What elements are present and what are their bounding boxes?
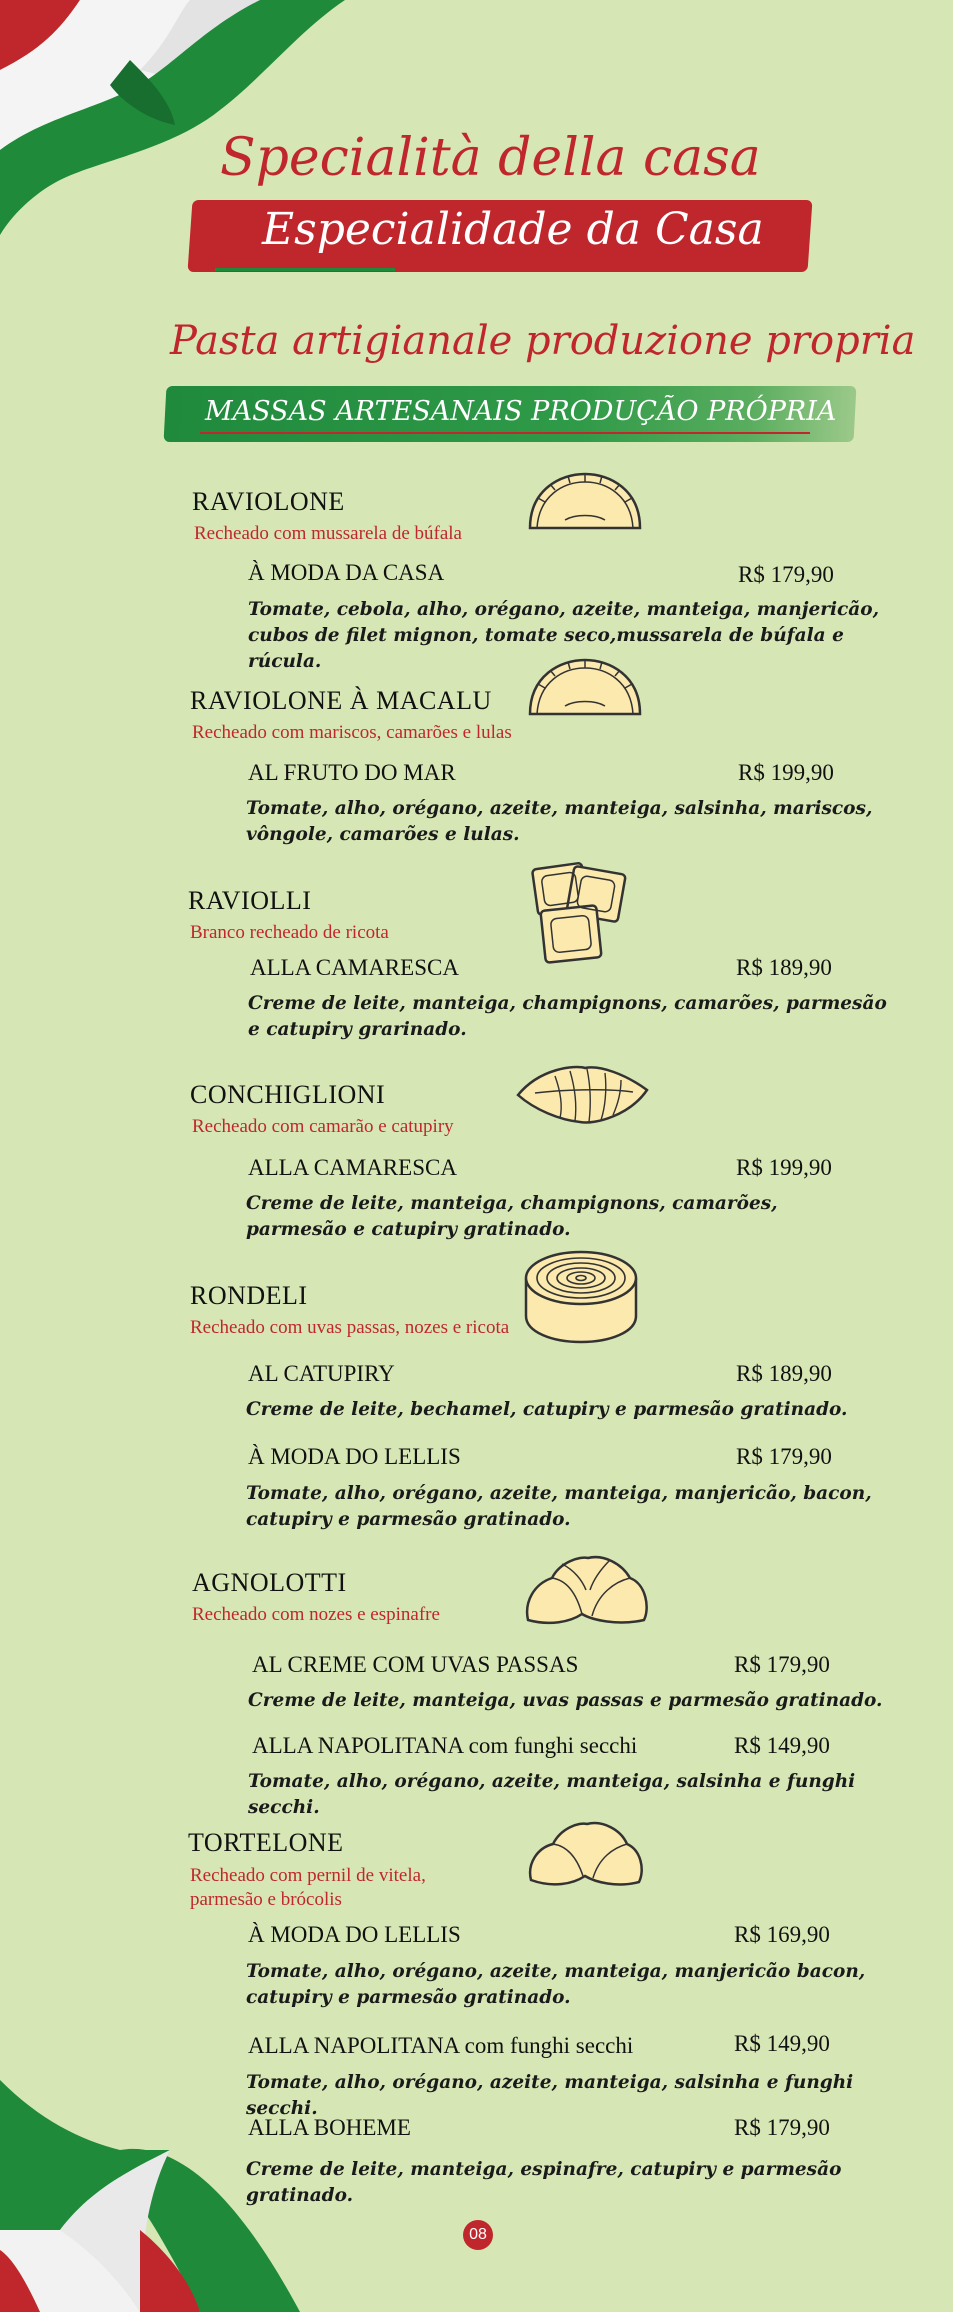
- menu-item-desc: catupiry e parmesão gratinado.: [246, 1987, 571, 2008]
- page-number: 08: [463, 2220, 493, 2250]
- menu-item-desc: gratinado.: [246, 2185, 354, 2206]
- section-title: RAVIOLONE: [192, 487, 345, 516]
- page-subtitle: MASSAS ARTESANAIS PRODUÇÃO PRÓPRIA: [205, 396, 837, 427]
- menu-item-desc: vôngole, camarões e lulas.: [246, 824, 520, 845]
- menu-item-price: R$ 149,90: [734, 1733, 830, 1758]
- tortelone-icon: [525, 1818, 645, 1892]
- menu-item-desc: Tomate, alho, orégano, azeite, manteiga, manjericão, bacon,: [246, 1483, 872, 1504]
- menu-item-price: R$ 199,90: [738, 760, 834, 785]
- page-title: Especialidade da Casa: [262, 204, 764, 255]
- section-subtitle: Recheado com uvas passas, nozes e ricota: [190, 1317, 510, 1338]
- menu-item-desc: Tomate, alho, orégano, azeite, manteiga, salsinha e funghi secchi.: [248, 1771, 856, 1818]
- menu-item-desc: e catupiry grarinado.: [248, 1019, 467, 1040]
- menu-item-desc: Creme de leite, manteiga, champignons, camarões,: [246, 1193, 778, 1214]
- menu-item-name: ALLA BOHEME: [248, 2115, 411, 2140]
- raviolone-icon: [525, 470, 645, 534]
- section-subtitle: Recheado com mussarela de búfala: [194, 523, 462, 544]
- agnolotti-icon: [522, 1550, 650, 1630]
- menu-item-price: R$ 179,90: [734, 2115, 830, 2140]
- menu-item-name: ALLA NAPOLITANA com funghi secchi: [252, 1733, 638, 1758]
- section-title: RAVIOLLI: [188, 886, 312, 915]
- menu-item-price: R$ 149,90: [734, 2031, 830, 2056]
- section-subtitle: Branco recheado de ricota: [190, 922, 389, 943]
- subtitle-underline: [200, 432, 810, 434]
- menu-item-desc: Tomate, alho, orégano, azeite, manteiga, manjericão bacon,: [246, 1961, 866, 1982]
- menu-item-name: AL CREME COM UVAS PASSAS: [252, 1652, 579, 1677]
- menu-item-name: AL CATUPIRY: [248, 1361, 395, 1386]
- menu-item-desc: catupiry e parmesão gratinado.: [246, 1509, 571, 1530]
- menu-item-desc: Tomate, alho, orégano, azeite, manteiga, salsinha, mariscos,: [246, 798, 873, 819]
- section-subtitle: Recheado com pernil de vitela,: [190, 1865, 426, 1886]
- menu-item-price: R$ 199,90: [736, 1155, 832, 1180]
- menu-item-name: ALLA CAMARESCA: [248, 1155, 457, 1180]
- section-title: CONCHIGLIONI: [190, 1080, 386, 1109]
- section-title: RONDELI: [190, 1281, 308, 1310]
- menu-item-desc: Tomate, cebola, alho, orégano, azeite, manteiga, manjericão,: [248, 599, 880, 620]
- menu-item-price: R$ 189,90: [736, 955, 832, 980]
- menu-item-desc: Creme de leite, manteiga, espinafre, catupiry e parmesão: [246, 2159, 842, 2180]
- menu-item-price: R$ 179,90: [736, 1444, 832, 1469]
- menu-item-desc: Creme de leite, manteiga, uvas passas e parmesão gratinado.: [248, 1690, 883, 1711]
- menu-item-desc: Creme de leite, bechamel, catupiry e parmesão gratinado.: [246, 1399, 848, 1420]
- menu-item-desc: parmesão e catupiry gratinado.: [246, 1219, 571, 1240]
- section-subtitle: Recheado com camarão e catupiry: [192, 1116, 454, 1137]
- menu-item-name: À MODA DO LELLIS: [248, 1922, 461, 1947]
- menu-item-name: À MODA DA CASA: [248, 560, 445, 585]
- menu-item-desc: cubos de filet mignon, tomate seco,mussarela de búfala e rúcula.: [248, 625, 844, 672]
- menu-item-name: AL FRUTO DO MAR: [248, 760, 456, 785]
- section-title: TORTELONE: [188, 1828, 344, 1857]
- script-subtitle: Pasta artigianale produzione propria: [170, 318, 916, 364]
- rondeli-icon: [522, 1248, 640, 1346]
- menu-item-name: ALLA CAMARESCA: [250, 955, 459, 980]
- title-underline: [215, 268, 395, 271]
- script-title: Specialità della casa: [220, 128, 761, 188]
- menu-item-desc: Creme de leite, manteiga, champignons, camarões, parmesão: [248, 993, 887, 1014]
- menu-item-price: R$ 189,90: [736, 1361, 832, 1386]
- section-title: RAVIOLONE À MACALU: [190, 686, 492, 715]
- menu-item-name: ALLA NAPOLITANA com funghi secchi: [248, 2033, 634, 2058]
- section-subtitle: Recheado com nozes e espinafre: [192, 1604, 440, 1625]
- section-title: AGNOLOTTI: [192, 1568, 347, 1597]
- menu-item-price: R$ 169,90: [734, 1922, 830, 1947]
- menu-item-name: À MODA DO LELLIS: [248, 1444, 461, 1469]
- raviolone-icon: [525, 656, 645, 720]
- conchiglioni-icon: [515, 1060, 650, 1130]
- section-subtitle: Recheado com mariscos, camarões e lulas: [192, 722, 512, 743]
- menu-item-price: R$ 179,90: [734, 1652, 830, 1677]
- ravioli-icon: [525, 858, 635, 970]
- section-subtitle: parmesão e brócolis: [190, 1889, 342, 1910]
- menu-item-desc: Tomate, alho, orégano, azeite, manteiga, salsinha e funghi secchi.: [246, 2072, 854, 2119]
- menu-item-price: R$ 179,90: [738, 562, 834, 587]
